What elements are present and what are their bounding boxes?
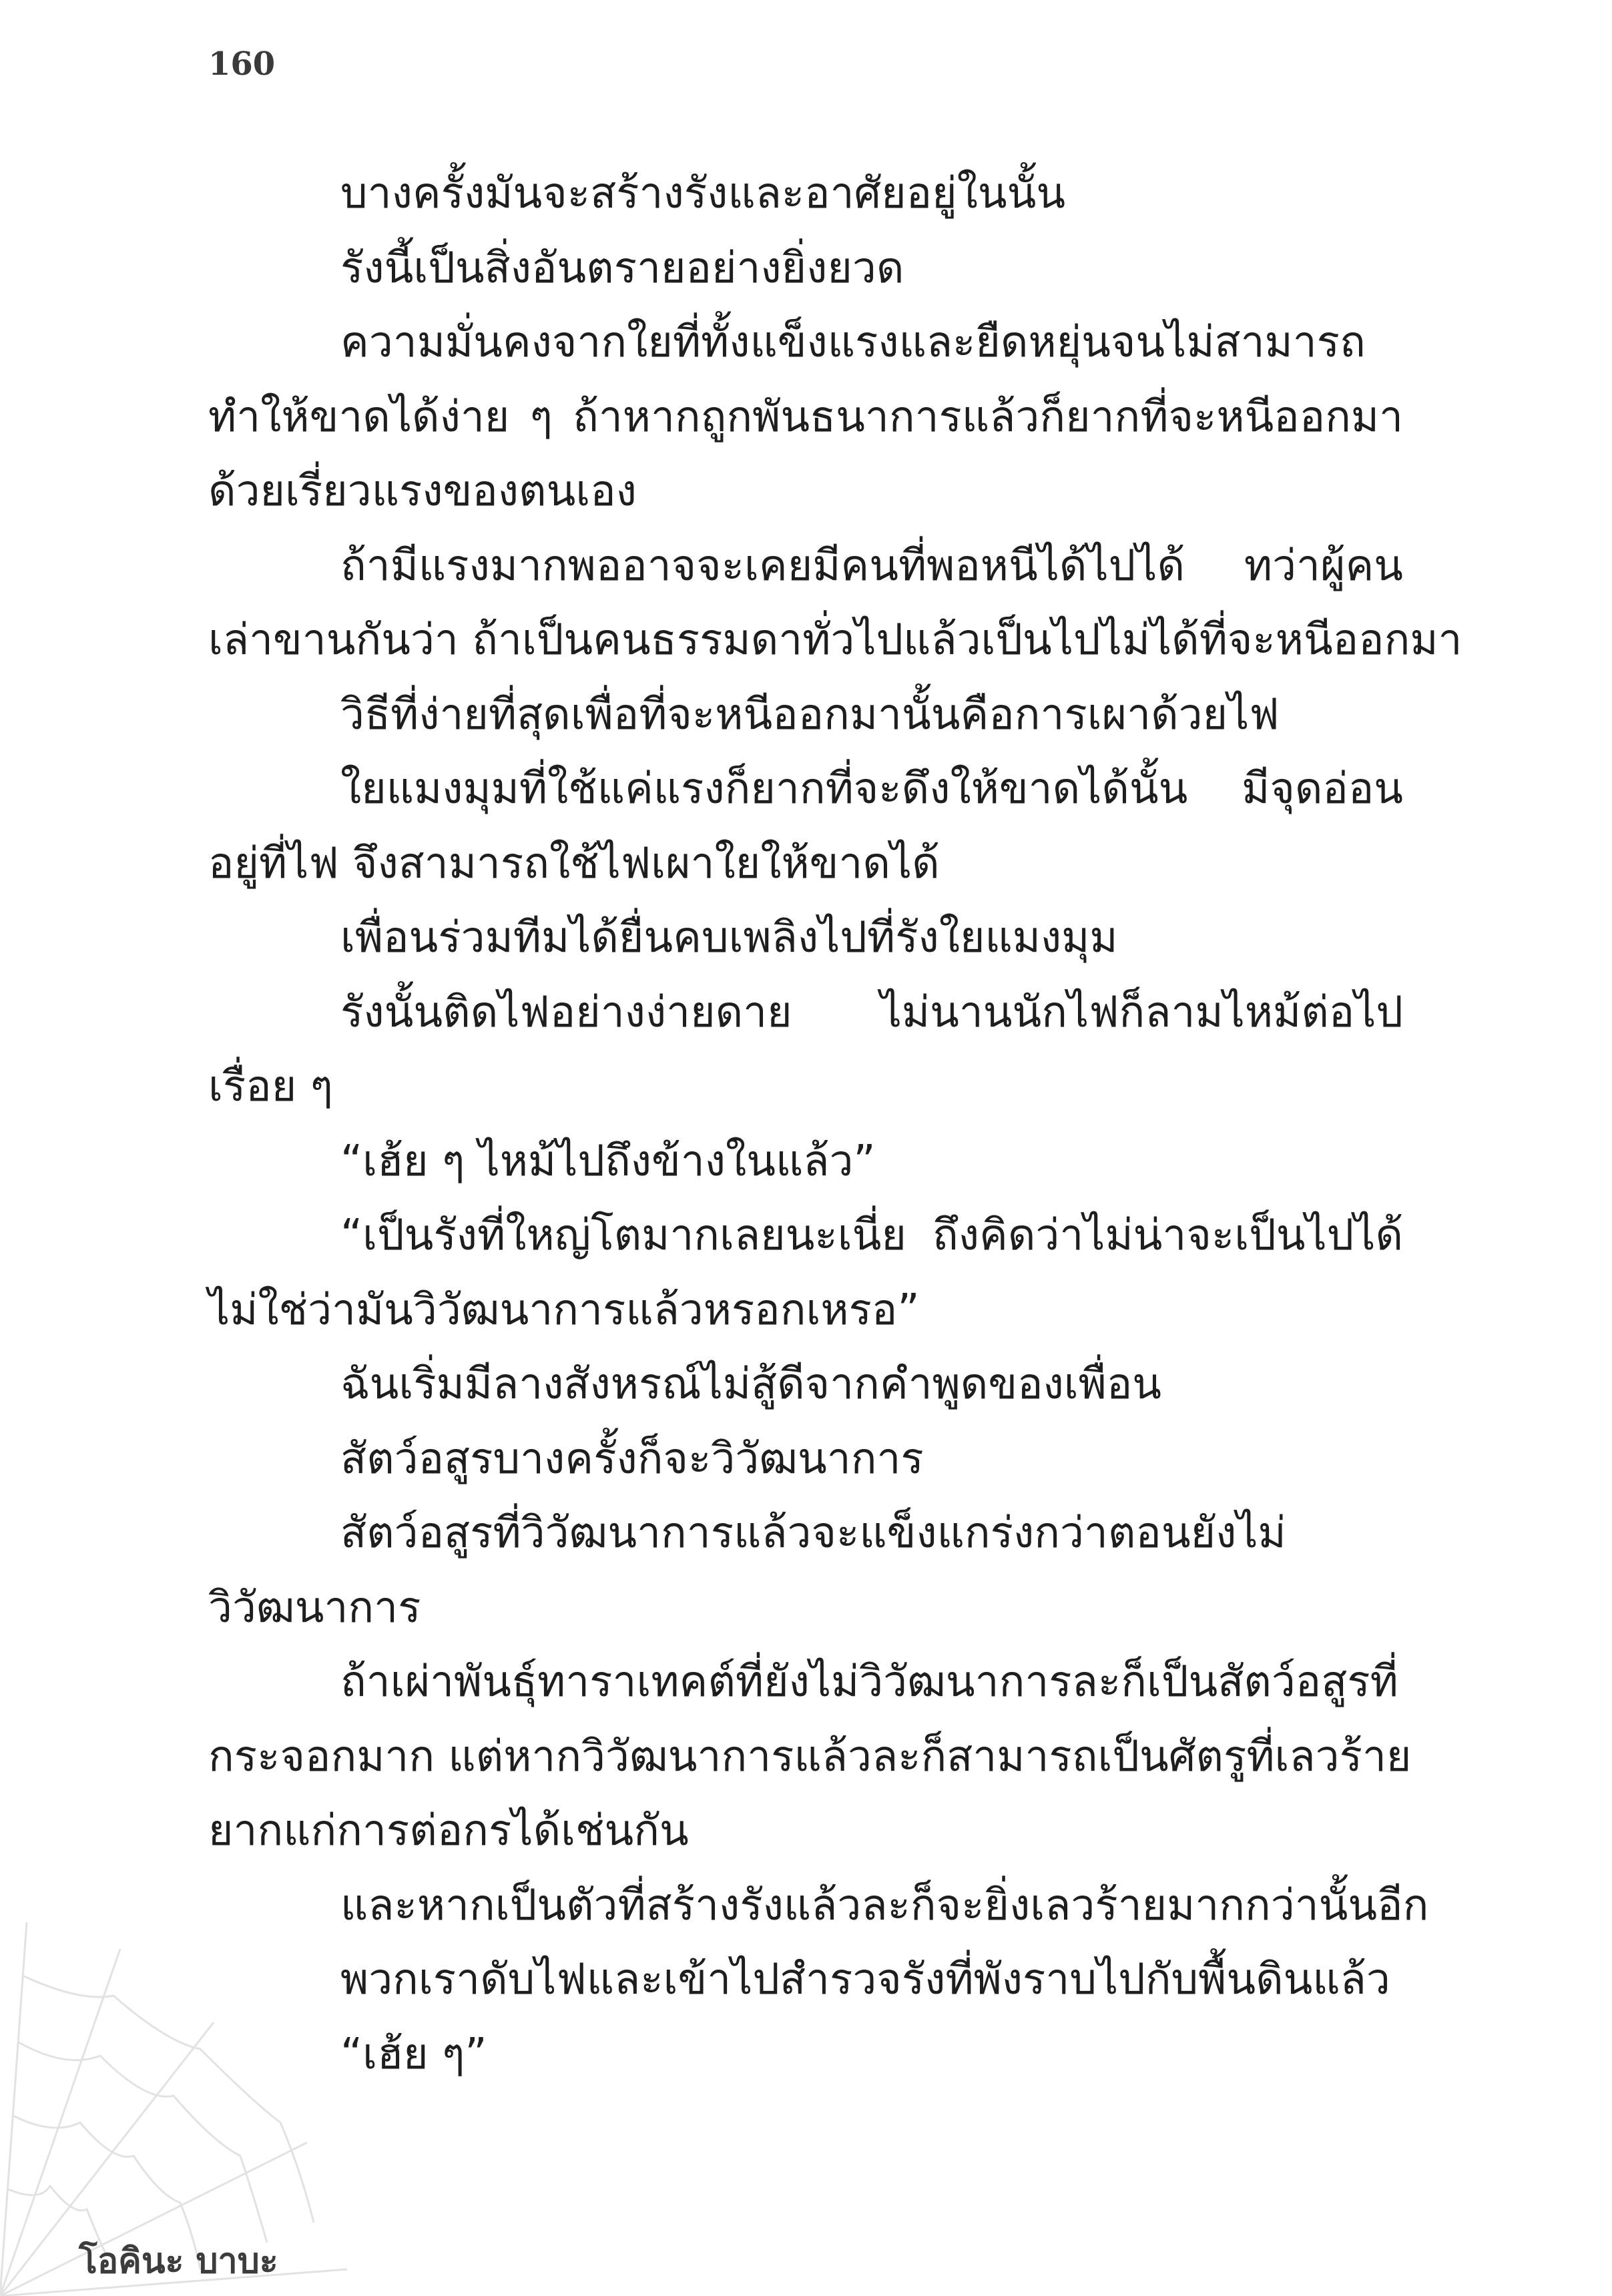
text-line: ทำให้ขาดได้ง่าย ๆ ถ้าหากถูกพันธนาการแล้วก็ยากที่จะหนีออกมา xyxy=(208,392,1403,442)
body-text xyxy=(208,157,1462,2092)
text-line: วิวัฒนาการ xyxy=(208,1583,421,1633)
text-line: รังนี้เป็นสิ่งอันตรายอย่างยิ่งยวด xyxy=(340,243,904,293)
text-line: “เฮ้ย ๆ” xyxy=(340,2029,487,2079)
text-line: รังนั้นติดไฟอย่างง่ายดาย ไม่นานนักไฟก็ลามไหม้ต่อไป xyxy=(340,987,1403,1037)
text-line: “เป็นรังที่ใหญ่โตมากเลยนะเนี่ย ถึงคิดว่าไม่น่าจะเป็นไปได้ xyxy=(340,1211,1403,1260)
text-line: บางครั้งมันจะสร้างรังและอาศัยอยู่ในนั้น xyxy=(340,169,1066,218)
text-line: ถ้าเผ่าพันธุ์ทาราเทคต์ที่ยังไม่วิวัฒนาการละก็เป็นสัตว์อสูรที่ xyxy=(340,1657,1398,1707)
text-line: วิธีที่ง่ายที่สุดเพื่อที่จะหนีออกมานั้นคือการเผาด้วยไฟ xyxy=(340,689,1280,740)
text-line: เพื่อนร่วมทีมได้ยื่นคบเพลิงไปที่รังใยแมงมุม xyxy=(340,913,1118,962)
text-line: ความมั่นคงจากใยที่ทั้งแข็งแรงและยืดหยุ่นจนไม่สามารถ xyxy=(340,318,1366,367)
text-line: สัตว์อสูรที่วิวัฒนาการแล้วจะแข็งแกร่งกว่าตอนยังไม่ xyxy=(340,1508,1286,1558)
page-number: 160 xyxy=(208,45,276,83)
text-line: เล่าขานกันว่า ถ้าเป็นคนธรรมดาทั่วไปแล้วเป็นไปไม่ได้ที่จะหนีออกมา xyxy=(208,615,1462,665)
text-line: กระจอกมาก แต่หากวิวัฒนาการแล้วละก็สามารถเป็นศัตรูที่เลวร้าย xyxy=(208,1731,1412,1781)
text-line: “เฮ้ย ๆ ไหม้ไปถึงข้างในแล้ว” xyxy=(340,1136,876,1186)
text-line: ยากแก่การต่อกรได้เช่นกัน xyxy=(208,1806,689,1855)
text-line: สัตว์อสูรบางครั้งก็จะวิวัฒนาการ xyxy=(340,1434,924,1484)
text-line: ใยแมงมุมที่ใช้แค่แรงก็ยากที่จะดึงให้ขาดได้นั้น มีจุดอ่อน xyxy=(340,764,1403,814)
text-line: ฉันเริ่มมีลางสังหรณ์ไม่สู้ดีจากคำพูดของเพื่อน xyxy=(340,1360,1161,1409)
text-line: เรื่อย ๆ xyxy=(208,1062,333,1111)
text-line: ไม่ใช่ว่ามันวิวัฒนาการแล้วหรอกเหรอ” xyxy=(208,1285,920,1335)
text-line: และหากเป็นตัวที่สร้างรังแล้วละก็จะยิ่งเลวร้ายมากกว่านั้นอีก xyxy=(340,1880,1429,1930)
footer-author-name: โอคินะ บาบะ xyxy=(79,2241,278,2281)
text-line: พวกเราดับไฟและเข้าไปสำรวจรังที่พังราบไปกับพื้นดินแล้ว xyxy=(340,1955,1390,2004)
text-line: ถ้ามีแรงมากพออาจจะเคยมีคนที่พอหนีได้ไปได้ ทว่าผู้คน xyxy=(340,541,1403,591)
text-line: ด้วยเรี่ยวแรงของตนเอง xyxy=(208,467,637,516)
text-line: อยู่ที่ไฟ จึงสามารถใช้ไฟเผาใยให้ขาดได้ xyxy=(208,838,940,888)
